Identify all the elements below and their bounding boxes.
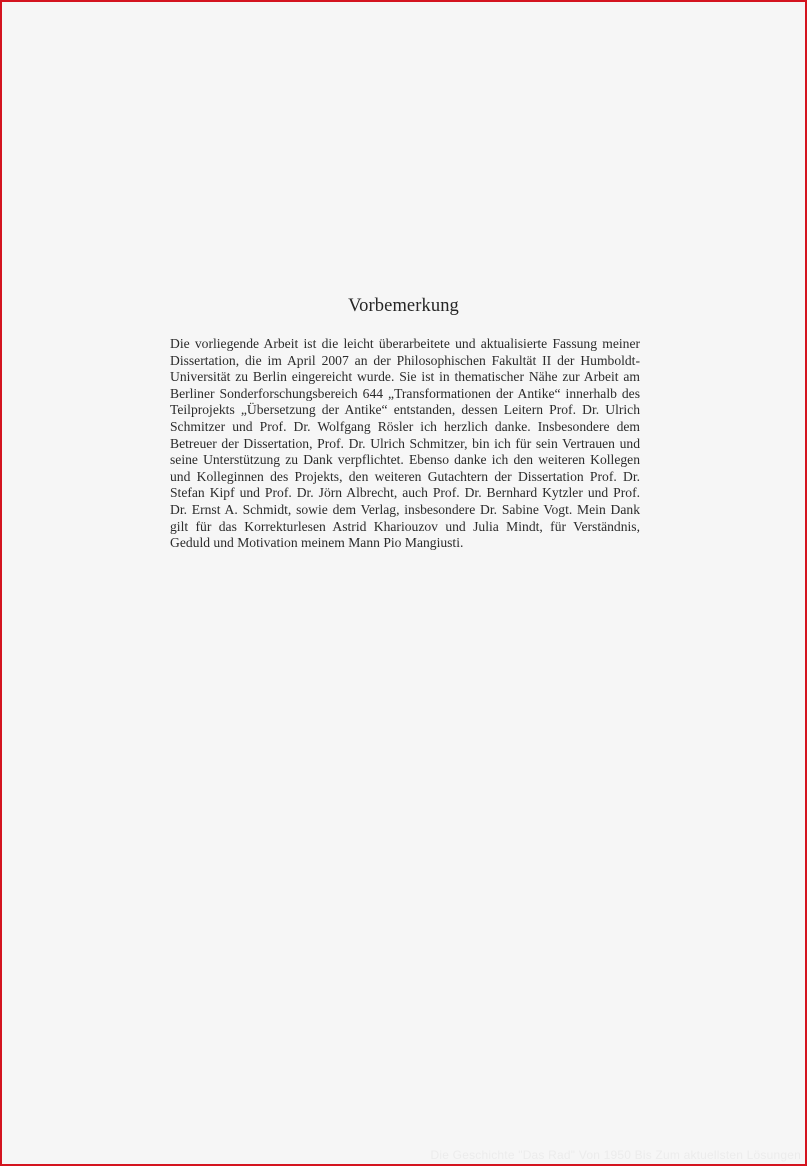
body-paragraph: Die vorliegende Arbeit ist die leicht überarbeitete und aktualisierte Fassung meiner Dissertation, die im April 2007 an der Philosophischen Fakultät II der Humboldt-Universität zu Berlin eingereicht wurde. Sie ist in thematischer Nähe zur Arbeit am Berliner Sonderforschungsbereich 644 „Transformationen der Antike“ innerhalb des Teilprojekts „Übersetzung der Antike“ entstanden, dessen Leitern Prof. Dr. Ulrich Schmitzer und Prof. Dr. Wolfgang Rösler ich herzlich danke. Insbesondere dem Betreuer der Dissertation, Prof. Dr. Ulrich Schmitzer, bin ich für sein Vertrauen und seine Unterstützung zu Dank verpflichtet. Ebenso danke ich den weiteren Kollegen und Kolleginnen des Projekts, den weiteren Gutachtern der Dissertation Prof. Dr. Stefan Kipf und Prof. Dr. Jörn Albrecht, auch Prof. Dr. Bernhard Kytzler und Prof. Dr. Ernst A. Schmidt, sowie dem Verlag, insbesondere Dr. Sabine Vogt. Mein Dank gilt für das Korrekturlesen Astrid Khariouzov und Julia Mindt, für Verständnis, Geduld und Motivation meinem Mann Pio Mangiusti. (170, 336, 640, 551)
page-title: Vorbemerkung (348, 296, 459, 316)
watermark-text: Die Geschichte "Das Rad" Von 1950 Bis Zum aktuellsten Lösungen (430, 1148, 801, 1162)
